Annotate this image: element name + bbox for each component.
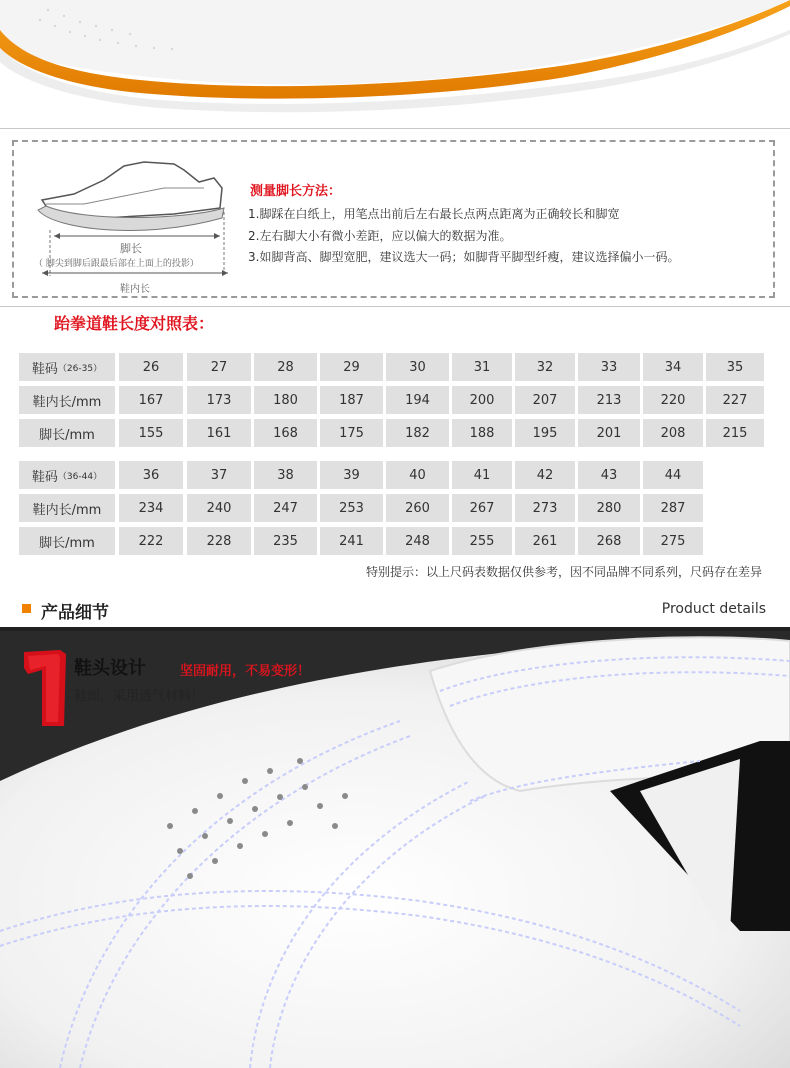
size-label: 鞋码	[31, 469, 58, 485]
size-cell: 26	[119, 353, 183, 381]
measure-line-2: 2.左右脚大小有微小差距，应以偏大的数据为准。	[248, 229, 512, 243]
size-cell: 37	[187, 461, 251, 489]
size-range: （26-35）	[57, 363, 103, 374]
size-cell: 28	[254, 353, 317, 381]
foot-length-cell: 228	[187, 527, 251, 555]
bullet-square-icon	[22, 604, 31, 613]
size-footnote: 特别提示：以上尺码表数据仅供参考，因不同品牌不同系列，尺码存在差异	[365, 565, 762, 579]
foot-length-cell: 235	[254, 527, 317, 555]
inner-length-cell: 194	[386, 386, 449, 414]
foot-length-cell: 195	[515, 419, 575, 447]
size-cell: 27	[187, 353, 251, 381]
size-chart-title: 跆拳道鞋长度对照表：	[54, 314, 215, 333]
foot-length-cell: 241	[320, 527, 383, 555]
foot-length-cell: 222	[119, 527, 183, 555]
feature-subtitle: 坚固耐用，不易变形！	[180, 664, 311, 679]
size-cell: 31	[452, 353, 512, 381]
inner-length-cell: 273	[515, 494, 575, 522]
inner-length-cell: 187	[320, 386, 383, 414]
foot-length-cell: 208	[643, 419, 703, 447]
inner-length-cell: 213	[578, 386, 640, 414]
inner-length-cell: 247	[254, 494, 317, 522]
size-cell: 36	[119, 461, 183, 489]
inner-length-cell: 280	[578, 494, 640, 522]
measure-line-3: 3.如脚背高、脚型宽肥，建议选大一码；如脚背平脚型纤瘦，建议选择偏小一码。	[248, 250, 680, 264]
table-header-foot: 脚长/mm	[19, 419, 115, 447]
size-label: 鞋码	[31, 361, 58, 377]
divider	[0, 306, 790, 307]
size-cell: 44	[643, 461, 703, 489]
size-cell: 42	[515, 461, 575, 489]
size-range: （36-44）	[57, 471, 103, 482]
size-cell: 33	[578, 353, 640, 381]
foot-length-cell: 168	[254, 419, 317, 447]
inner-length-cell: 240	[187, 494, 251, 522]
table-header-size	[19, 353, 115, 381]
measure-title: 测量脚长方法：	[250, 184, 342, 199]
inner-length-cell: 220	[643, 386, 703, 414]
foot-length-cell: 275	[643, 527, 703, 555]
table-header-foot: 脚长/mm	[19, 527, 115, 555]
inner-length-cell: 180	[254, 386, 317, 414]
foot-length-label: 脚长	[120, 242, 142, 255]
size-cell: 32	[515, 353, 575, 381]
feature-description: 鞋面，采用透气材料！	[74, 689, 205, 704]
shoe-inner-label: 鞋内长	[120, 284, 150, 295]
measure-method-box	[12, 140, 775, 298]
size-cell: 29	[320, 353, 383, 381]
size-cell: 43	[578, 461, 640, 489]
size-cell: 41	[452, 461, 512, 489]
table-header-size	[19, 461, 115, 489]
shoe-sole-photo	[0, 0, 790, 128]
foot-length-cell: 261	[515, 527, 575, 555]
foot-length-note: （ 脚尖到脚后跟最后部在上面上的投影）	[34, 259, 199, 269]
product-details-header	[0, 587, 790, 631]
details-title: 产品细节	[41, 603, 109, 623]
foot-length-cell: 268	[578, 527, 640, 555]
inner-length-cell: 253	[320, 494, 383, 522]
table-header-inner: 鞋内长/mm	[19, 386, 115, 414]
inner-length-cell: 227	[706, 386, 764, 414]
table-header-inner: 鞋内长/mm	[19, 494, 115, 522]
foot-length-cell: 188	[452, 419, 512, 447]
size-cell: 30	[386, 353, 449, 381]
size-cell: 38	[254, 461, 317, 489]
foot-length-cell: 255	[452, 527, 512, 555]
foot-length-cell: 175	[320, 419, 383, 447]
details-title-en: Product details	[661, 601, 766, 617]
foot-length-cell: 182	[386, 419, 449, 447]
size-cell: 34	[643, 353, 703, 381]
inner-length-cell: 260	[386, 494, 449, 522]
foot-length-cell: 161	[187, 419, 251, 447]
inner-length-cell: 200	[452, 386, 512, 414]
feature-title: 鞋头设计	[74, 658, 146, 679]
measure-line-1: 1.脚踩在白纸上，用笔点出前后左右最长点两点距离为正确较长和脚宽	[248, 207, 620, 221]
inner-length-cell: 287	[643, 494, 703, 522]
feature-number-badge	[20, 648, 70, 728]
inner-length-cell: 173	[187, 386, 251, 414]
foot-length-cell: 201	[578, 419, 640, 447]
foot-length-cell: 155	[119, 419, 183, 447]
size-cell: 39	[320, 461, 383, 489]
inner-length-cell: 234	[119, 494, 183, 522]
inner-length-cell: 167	[119, 386, 183, 414]
foot-length-cell: 248	[386, 527, 449, 555]
foot-measure-diagram	[24, 148, 234, 294]
size-cell: 40	[386, 461, 449, 489]
foot-length-cell: 215	[706, 419, 764, 447]
inner-length-cell: 267	[452, 494, 512, 522]
size-cell: 35	[706, 353, 764, 381]
inner-length-cell: 207	[515, 386, 575, 414]
divider	[0, 128, 790, 129]
